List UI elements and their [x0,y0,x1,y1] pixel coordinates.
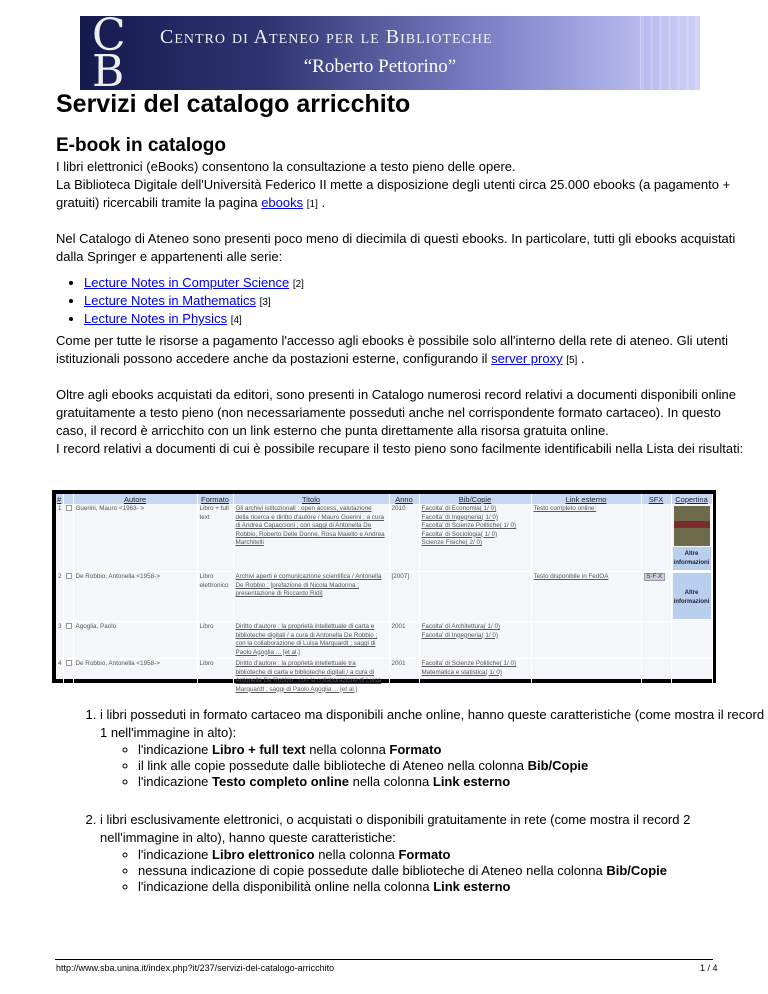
title-cell [233,572,389,622]
title-link[interactable]: Diritto d'autore : la proprietà intellettuale di carta e biblioteche digitali / a cura di Antonella De Robbio ; con la collaborazione di Luisa Marquardt ; saggi di Paolo Agoglia ... [et al.] [235,623,378,656]
column-header [63,494,73,504]
author: De Robbio, Antonella <1958-> [73,572,197,622]
access-paragraph [56,332,746,370]
column-header[interactable]: Copertina [671,494,712,504]
banner-line2: “Roberto Pettorino” [303,56,457,77]
list-item [84,311,304,329]
year: 2001 [389,622,419,659]
intro-paragraph [56,158,746,214]
author: De Robbio, Antonella <1958-> [73,659,197,705]
column-header[interactable]: Anno [389,494,419,504]
text: nella colonna [305,742,390,757]
row-number: 1 [56,504,63,572]
title-cell [233,622,389,659]
sub-list-item [138,863,768,879]
text: l'indicazione della disponibilità online nella colonna [138,879,434,894]
title-link[interactable]: Diritto d'autore : la proprietà intellettuale tra biblioteche di carta e biblioteche digitali / a cura di Antonella De Robbio ; con la collaborazione di Luisa Marquardt ; saggi di Paolo Agoglia ... [et al.] [235,660,382,693]
cover-image[interactable] [674,506,710,546]
ref: [4] [230,315,242,326]
copies-link[interactable]: Facolta' di Scienze Politiche( 1/ 0) [421,522,517,529]
emphasis: Libro elettronico [212,847,315,862]
sub-list [138,742,768,790]
footer-url: http://www.sba.unina.it/index.php?it/237/servizi-del-catalogo-arricchito [56,963,335,973]
column-header[interactable]: Bib/Copie [419,494,531,504]
series-link-computer-science[interactable]: Lecture Notes in Computer Science [84,275,290,290]
row-checkbox[interactable] [66,660,72,666]
page-number: 1 / 4 [700,963,718,973]
free-resources-paragraph [56,386,746,458]
table-row [56,504,712,572]
cover-cell [671,659,712,705]
text: I record relativi a documenti di cui è possibile recupare il testo pieno sono facilmente identificabili nella Lista dei risultati: [56,441,744,456]
copies-link[interactable]: Facolta' di Scienze Politiche( 1/ 0) [421,660,517,667]
text: l'indicazione [138,847,213,862]
emphasis: Formato [389,742,442,757]
ref: [5] [566,355,578,366]
sfx-cell [641,504,671,572]
emphasis: Formato [398,847,451,862]
text: nella colonna [349,774,433,789]
text: La Biblioteca Digitale dell'Università Federico II mette a disposizione degli utenti circa 25.000 ebooks (a pagamento + gratuiti) ricercabili tramite la pagina [56,177,731,210]
copies-cell [419,572,531,622]
column-header[interactable]: Link esterno [531,494,641,504]
text: l'indicazione [138,742,213,757]
section-title: E-book in catalogo [56,135,226,156]
emphasis: Libro + full text [212,742,306,757]
table-row [56,622,712,659]
sub-list-item [138,879,768,895]
ref: [2] [292,279,304,290]
title-cell [233,659,389,705]
column-header[interactable]: SFX [641,494,671,504]
external-link[interactable]: Testo completo online: [533,505,597,512]
author: Guerini, Mauro <1963- > [73,504,197,572]
text: Come per tutte le risorse a pagamento l'accesso agli ebooks è possibile solo all'interno della rete di ateneo. Gli utenti istituzionali possono accedere anche da postazioni esterne, configurando il [56,333,728,366]
copies-link[interactable]: Matematica e statistica( 1/ 0) [421,668,502,676]
format: Libro elettronico [197,572,233,622]
copies-link[interactable]: Facolta' di Ingegneria( 1/ 0) [421,631,498,639]
column-header[interactable]: # [57,494,62,504]
text: . [577,351,585,366]
features-list-1 [100,706,768,790]
footer-divider [55,959,713,960]
sfx-cell [641,572,671,622]
text: Oltre agli ebooks acquistati da editori, sono presenti in Catalogo numerosi record relativi a documenti disponibili online gratuitamente a testo pieno (non necessariamente posseduti anche nel corrispondente formato cartaceo). In questo caso, il record è arricchito con un link esterno che punta direttamente alla risorsa gratuita online. [56,387,736,438]
format: Libro [197,622,233,659]
sub-list-item [138,742,768,758]
server-proxy-link[interactable]: server proxy [491,351,563,366]
emphasis: Link esterno [433,879,511,894]
format: Libro + full text [197,504,233,572]
list-intro: i libri posseduti in formato cartaceo ma disponibili anche online, hanno queste caratteristiche (come mostra il record 1 nell'immagine in alto): [100,707,765,740]
title-link[interactable]: Archivi aperti e comunicazione scientifica / Antonella De Robbio ; [prefazione di Nicola Madonna ; presentazione di Riccardo Ridi] [235,573,382,597]
list-item [100,706,768,790]
features-list-2 [100,811,768,895]
row-checkbox[interactable] [66,573,72,579]
cab-logo: C B [92,10,126,97]
emphasis: Bib/Copie [606,863,668,878]
table-row [56,572,712,622]
sub-list-item [138,758,768,774]
sub-list-item [138,774,768,790]
emphasis: Testo completo online [212,774,350,789]
more-info-button[interactable]: Altre informazioni [673,547,711,570]
title-cell [233,504,389,572]
copies-link[interactable]: Facolta' di Economia( 1/ 0) [421,505,497,512]
row-checkbox[interactable] [66,623,72,629]
ref: [3] [259,297,271,308]
title-link[interactable]: Gli archivi istituzionali : open access, valutazione della ricerca e diritto d'autore / Mauro Guerini ; a cura di Andrea Capaccioni ; con saggi di Antonella De Robbio, Roberto Delle Donne, Rosa Maiello e Andrea Marchitelli [235,505,385,546]
series-link-mathematics[interactable]: Lecture Notes in Mathematics [84,293,256,308]
sub-list [138,847,768,895]
sub-list-item [138,847,768,863]
emphasis: Bib/Copie [527,758,589,773]
results-screenshot [52,490,716,693]
table-header [56,494,712,504]
more-info-button[interactable]: Altre informazioni [673,573,711,619]
row-number: 2 [56,572,63,622]
ebooks-link[interactable]: ebooks [261,195,304,210]
row-number: 3 [56,622,63,659]
series-link-physics[interactable]: Lecture Notes in Physics [84,311,228,326]
year: 2010 [389,504,419,572]
text: il link alle copie possedute dalle biblioteche di Ateneo nella colonna [138,758,528,773]
cover-cell [671,622,712,659]
header-banner [80,10,700,97]
external-link-cell [531,622,641,659]
cover-cell [671,572,712,622]
row-number: 4 [56,659,63,705]
list-item [84,275,304,293]
banner-line1: Centro di Ateneo per le Biblioteche [160,26,493,48]
list-intro: i libri esclusivamente elettronici, o acquistati o disponibili gratuitamente in rete (come mostra il record 2 nell'immagine in alto), hanno queste caratteristiche: [100,812,691,845]
checkbox-cell [63,622,73,659]
external-link-cell [531,572,641,622]
copies-cell [419,659,531,705]
column-header[interactable]: Formato [197,494,233,504]
column-header[interactable]: Titolo [233,494,389,504]
emphasis: Link esterno [432,774,511,789]
building-illustration [640,16,700,90]
cover-cell [671,504,712,572]
ref: [1] [306,199,318,210]
text: . [317,195,326,210]
checkbox-cell [63,572,73,622]
year: 2001 [389,659,419,705]
copies-link[interactable]: Facolta' di Ingegneria( 1/ 0) [421,513,498,521]
format: Libro [197,659,233,705]
copies-link[interactable]: Facolta' di Sociologia( 1/ 0) [421,530,498,538]
text: l'indicazione [138,774,213,789]
page-title: Servizi del catalogo arricchito [56,90,411,118]
text: I libri elettronici (eBooks) consentono la consultazione a testo pieno delle opere. [56,159,516,174]
author: Agoglia, Paolo [73,622,197,659]
copies-cell [419,622,531,659]
external-link-cell [531,504,641,572]
series-list [84,275,304,329]
external-link-cell [531,659,641,705]
checkbox-cell [63,659,73,705]
text: nella colonna [314,847,399,862]
sfx-cell [641,622,671,659]
copies-link[interactable]: Scienze Fisiche( 2/ 0) [421,539,483,546]
copies-cell [419,504,531,572]
table-row [56,659,712,705]
sfx-cell [641,659,671,705]
text: nessuna indicazione di copie possedute dalle biblioteche di Ateneo nella colonna [138,863,607,878]
copies-link[interactable]: Facolta' di Architettura( 1/ 0) [421,623,501,630]
column-header[interactable]: Autore [73,494,197,504]
sfx-button[interactable]: S·F·X [644,573,666,581]
catalog-paragraph: Nel Catalogo di Ateneo sono presenti poco meno di diecimila di questi ebooks. In particolare, tutti gli ebooks acquistati dalla Springer e appartenenti alle serie: [56,231,736,264]
list-item [84,293,304,311]
list-item [100,811,768,895]
checkbox-cell [63,504,73,572]
year: [2007] [389,572,419,622]
results-table [56,494,713,705]
row-checkbox[interactable] [66,505,72,511]
external-link[interactable]: Testo disponibile in FedOA [533,573,609,580]
